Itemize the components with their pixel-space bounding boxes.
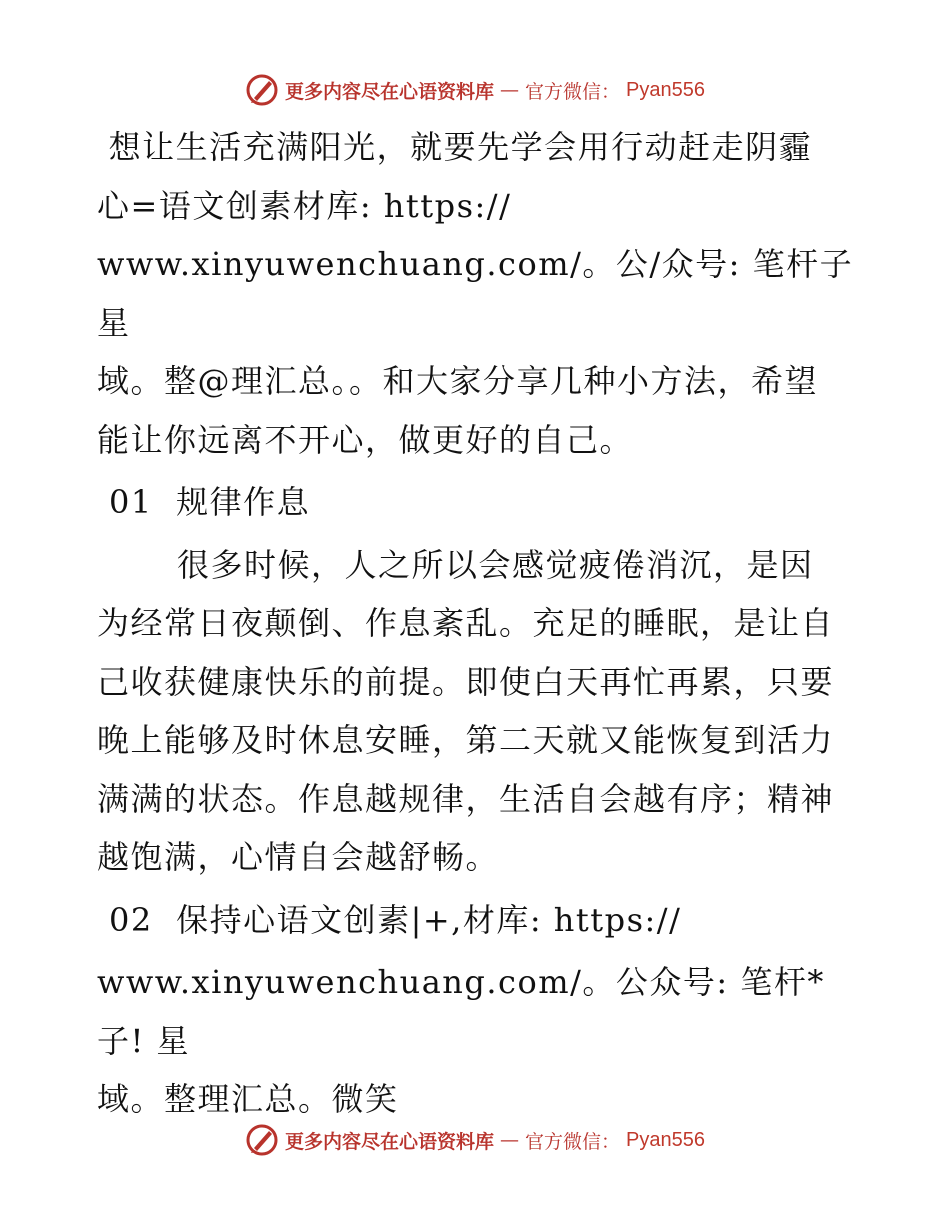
section1-line: 己收获健康快乐的前提。即使白天再忙再累，只要 bbox=[97, 662, 835, 701]
section1-line: 为经常日夜颠倒、作息紊乱。充足的睡眠，是让自 bbox=[97, 604, 835, 642]
header-banner bbox=[0, 70, 950, 110]
section-heading-02: 02 保持心语文创素|+,材库: https:// bbox=[109, 900, 682, 939]
section2-line: 域。整理汇总。微笑 bbox=[97, 1080, 399, 1118]
banner-wechat-id: Pyan556 bbox=[626, 78, 705, 101]
footer-banner bbox=[0, 1120, 950, 1160]
document-body bbox=[97, 118, 857, 1129]
section1-line: 晚上能够及时休息安睡，第二天就又能恢复到活力 bbox=[97, 721, 835, 759]
intro-line: 能让你远离不开心，做更好的自己。 bbox=[97, 420, 634, 459]
section-heading-01: 01 规律作息 bbox=[109, 483, 311, 521]
intro-line: www.xinyuwenchuang.com/。公/众号: 笔杆子星 bbox=[97, 245, 854, 342]
banner-title: 更多内容尽在心语资料库 bbox=[285, 80, 495, 103]
pen-seal-logo-icon bbox=[245, 73, 279, 107]
pen-seal-logo-icon bbox=[245, 1123, 279, 1157]
section1-line: 越饱满，心情自会越舒畅。 bbox=[97, 838, 500, 876]
intro-line: 想让生活充满阳光，就要先学会用行动赶走阴霾 bbox=[97, 128, 813, 166]
banner-dash: — bbox=[500, 79, 520, 101]
banner-wechat-id: Pyan556 bbox=[626, 1128, 705, 1151]
intro-line: 心=语文创素材库: https:// bbox=[97, 186, 512, 225]
banner-wechat-label: 官方微信： bbox=[525, 80, 621, 103]
banner-dash: — bbox=[500, 1129, 520, 1151]
banner-wechat-label: 官方微信： bbox=[525, 1130, 621, 1153]
section2-line: www.xinyuwenchuang.com/。公众号: 笔杆*子! 星 bbox=[97, 963, 825, 1060]
intro-line: 域。整@理汇总。。和大家分享几种小方法，希望 bbox=[97, 362, 819, 400]
banner-title: 更多内容尽在心语资料库 bbox=[285, 1130, 495, 1153]
section1-line: 满满的状态。作息越规律，生活自会越有序；精神 bbox=[97, 779, 835, 818]
section1-line: 很多时候，人之所以会感觉疲倦消沉，是因 bbox=[177, 545, 814, 584]
